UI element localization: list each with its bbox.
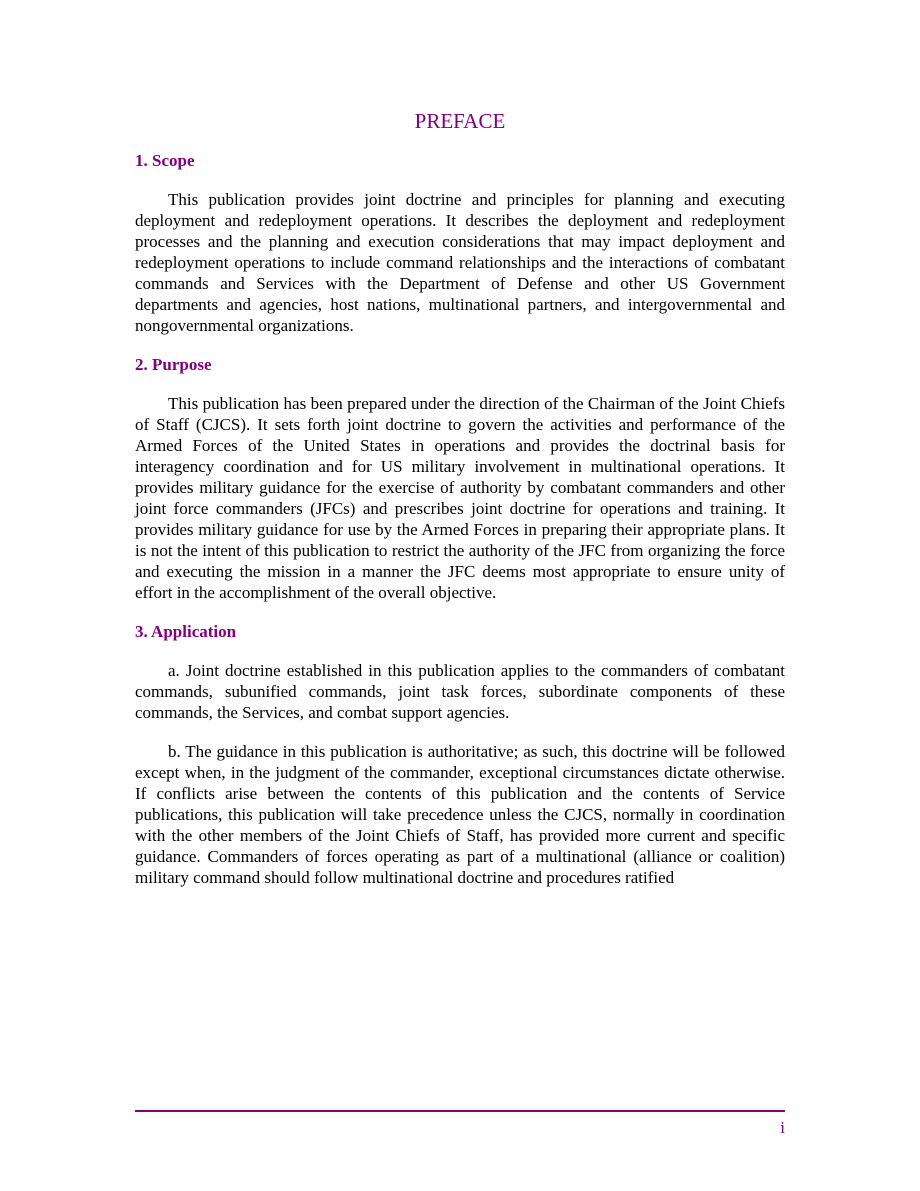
document-body — [135, 150, 785, 888]
section-heading-scope: 1. Scope — [135, 151, 195, 170]
scope-paragraph: This publication provides joint doctrine and principles for planning and executing deployment and redeployment operations. It describes the deployment and redeployment processes and the planning and execution considerations that may impact deployment and redeployment operations to include command relationships and the interactions of combatant commands and Services with the Department of Defense and other US Government departments and agencies, host nations, multinational partners, and intergovernmental and nongovernmental organizations. — [135, 190, 785, 335]
application-paragraph-b: b. The guidance in this publication is authoritative; as such, this doctrine will be followed except when, in the judgment of the commander, exceptional circumstances dictate otherwise. If conflicts arise between the contents of this publication and the contents of Service publications, this publication will take precedence unless the CJCS, normally in coordination with the other members of the Joint Chiefs of Staff, has provided more current and specific guidance. Commanders of forces operating as part of a multinational (alliance or coalition) military command should follow multinational doctrine and procedures ratified — [135, 742, 785, 887]
purpose-paragraph: This publication has been prepared under the direction of the Chairman of the Joint Chiefs of Staff (CJCS). It sets forth joint doctrine to govern the activities and performance of the Armed Forces of the United States in operations and provides the doctrinal basis for interagency coordination and for US military involvement in multinational operations. It provides military guidance for the exercise of authority by combatant commanders and other joint force commanders (JFCs) and prescribes joint doctrine for operations and training. It provides military guidance for use by the Armed Forces in preparing their appropriate plans. It is not the intent of this publication to restrict the authority of the JFC from organizing the force and executing the mission in a manner the JFC deems most appropriate to ensure unity of effort in the accomplishment of the overall objective. — [135, 394, 785, 602]
section-heading-purpose: 2. Purpose — [135, 355, 212, 374]
footer-divider — [135, 1110, 785, 1112]
page-title: PREFACE — [414, 109, 506, 133]
page-number: i — [780, 1118, 785, 1137]
section-heading-application: 3. Application — [135, 622, 237, 641]
application-paragraph-a: a. Joint doctrine established in this publication applies to the commanders of combatant commands, subunified commands, joint task forces, subordinate components of these commands, the Services, and combat support agencies. — [135, 661, 785, 722]
